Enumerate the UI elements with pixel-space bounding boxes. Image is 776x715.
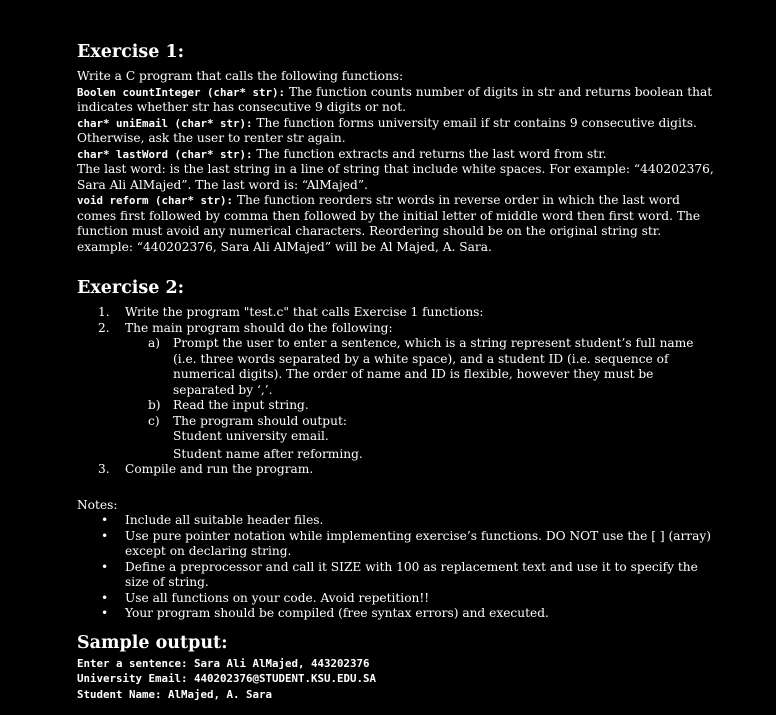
exercise-2-title: Exercise 2:: [77, 278, 185, 298]
note-item: [77, 606, 717, 622]
note-text: Define a preprocessor and call it SIZE with 100 as replacement text and use it to specify the size of string.: [125, 559, 698, 589]
note-text: Use pure pointer notation while implementing exercise’s functions. DO NOT use the [ ] (array) except on declaring string.: [125, 528, 712, 558]
function-signature: char* uniEmail (char* str):: [77, 116, 253, 130]
notes-label: Notes:: [77, 497, 118, 512]
function-count-integer: [77, 85, 717, 116]
sub-step-item: [125, 336, 717, 398]
function-uni-email: [77, 116, 717, 147]
function-signature: Boolen countInteger (char* str):: [77, 85, 286, 99]
sub-steps: [125, 336, 717, 462]
sample-line: Student Name: AlMajed, A. Sara: [77, 687, 273, 701]
sub-step-item: [125, 414, 717, 463]
note-text: Use all functions on your code. Avoid repetition!!: [125, 590, 430, 605]
note-item: [77, 560, 717, 591]
function-last-word: [77, 147, 717, 163]
sub-step-label: a): [148, 336, 161, 350]
output-item-email: Student university email.: [173, 429, 329, 443]
step-number: 1.: [98, 305, 110, 319]
step-text: Compile and run the program.: [125, 462, 314, 476]
output-item-name: Student name after reforming.: [173, 446, 363, 461]
function-description: The function counts number of digits in str and returns boolean that indicates whether str has consecutive 9 digits or not.: [77, 84, 713, 114]
sample-output-block: [77, 656, 717, 703]
exercise-1-title: Exercise 1:: [77, 42, 185, 62]
function-description: The function extracts and returns the last word from str.: [252, 146, 607, 161]
exercise-1-intro: Write a C program that calls the following functions:: [77, 69, 404, 83]
sub-step-label: b): [148, 398, 161, 412]
document-page: [77, 40, 717, 702]
function-signature: char* lastWord (char* str):: [77, 147, 253, 161]
sub-step-text: Read the input string.: [173, 398, 309, 412]
sample-output-title: Sample output:: [77, 632, 228, 653]
bullet-icon: •: [101, 590, 109, 605]
note-item: [77, 591, 717, 607]
function-description: The function reorders str words in reverse order in which the last word comes first followed by comma then followed by the initial letter of middle word then first word. The function must avoid any numerical characters. Reordering should be on the original string str. example: “440202376, Sara Ali AlMajed” will be Al Majed, A. Sara.: [77, 193, 701, 254]
function-signature: void reform (char* str):: [77, 194, 234, 207]
function-description: The function forms university email if str contains 9 consecutive digits. Otherwise, ask the user to renter str again.: [77, 115, 697, 145]
exercise-2-steps: [77, 305, 717, 478]
step-text: Write the program "test.c" that calls Exercise 1 functions:: [125, 305, 484, 319]
bullet-icon: •: [101, 528, 109, 543]
note-text: Include all suitable header files.: [125, 513, 324, 527]
sub-step-item: [125, 398, 717, 414]
note-item: [77, 529, 717, 560]
step-item: [77, 305, 717, 321]
step-item: [77, 321, 717, 463]
bullet-icon: •: [101, 559, 109, 574]
last-word-note: The last word: is the last string in a line of string that include white spaces. For example: “440202376, Sara Ali AlMajed”. The last word is: “AlMajed”.: [77, 162, 714, 192]
sub-step-text: Prompt the user to enter a sentence, which is a string represent student’s full name (i.e. three words separated by a white space), and a student ID (i.e. sequence of numerical digits). The order of name and ID is flexible, however they must be separated by ‘,’.: [173, 336, 694, 397]
sub-step-text: The program should output:: [173, 413, 347, 428]
sub-step-label: c): [148, 413, 160, 428]
step-item: [77, 462, 717, 478]
function-reform: [77, 193, 717, 255]
step-number: 2.: [98, 320, 110, 335]
sample-line: University Email: 440202376@STUDENT.KSU.EDU.SA: [77, 672, 377, 685]
sample-line: Enter a sentence: Sara Ali AlMajed, 443202376: [77, 656, 370, 670]
notes-list: [77, 513, 717, 622]
note-text: Your program should be compiled (free syntax errors) and executed.: [125, 606, 549, 620]
bullet-icon: •: [101, 513, 109, 527]
bullet-icon: •: [101, 606, 109, 620]
step-text: The main program should do the following:: [125, 320, 393, 335]
note-item: [77, 513, 717, 529]
step-number: 3.: [98, 462, 110, 476]
